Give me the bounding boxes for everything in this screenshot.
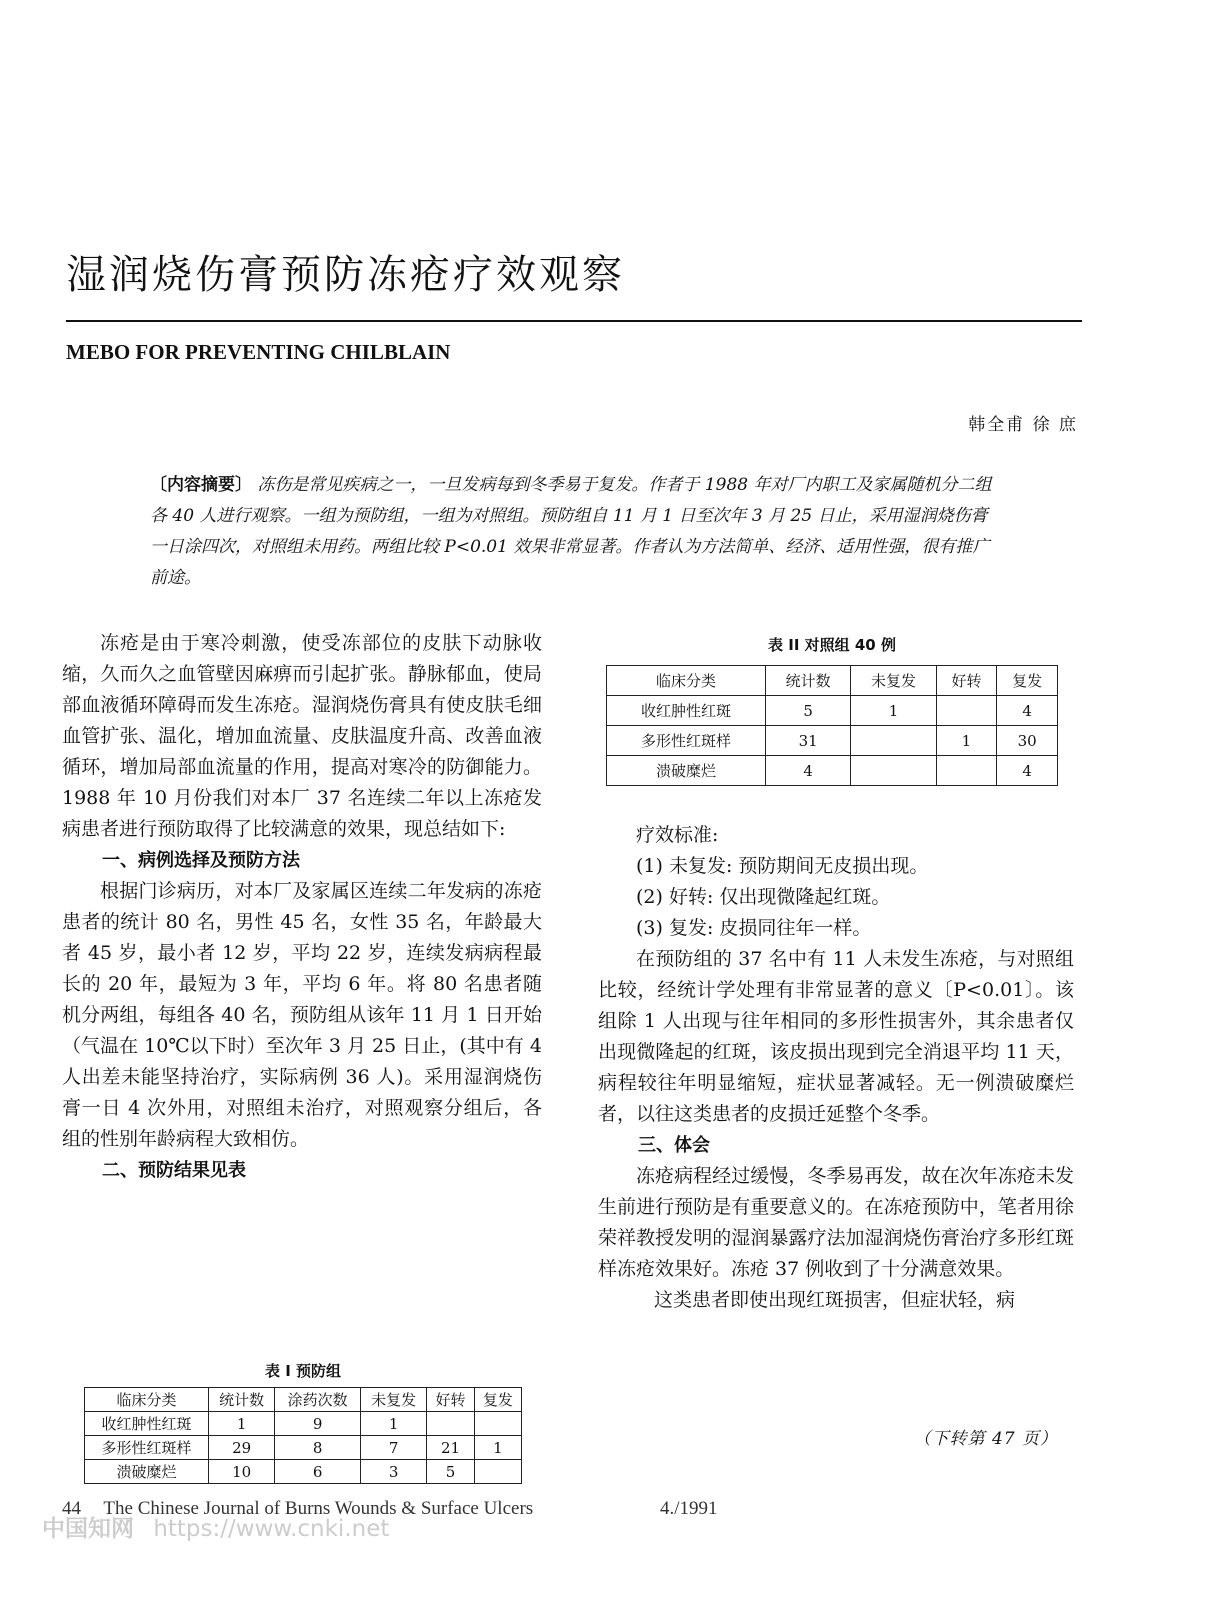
journal-name: The Chinese Journal of Burns Wounds & Surface Ulcers: [103, 1498, 534, 1519]
watermark-url: https://www.cnki.net: [153, 1516, 390, 1542]
authors: 韩全甫 徐 庶: [968, 415, 1078, 435]
results-paragraph: 在预防组的 37 名中有 11 人未发生冻疮，与对照组比较，经统计学处理有非常显著的意义〔P<0.01〕。该组除 1 人出现与往年相同的多形性损害外，其余患者仅出现微隆起的红斑，该皮损出现到完全消退平均 11 天，病程较往年明显缩短，症状显著减轻。无一例溃破糜烂者，以往这类患者的皮损迁延整个冬季。: [598, 948, 1074, 1125]
table-cell: 10: [208, 1460, 274, 1484]
table-1-caption: 表 I 预防组: [264, 1362, 342, 1380]
table-cell: 收红肿性红斑: [85, 1412, 209, 1436]
table-cell: 6: [275, 1460, 361, 1484]
table-header-cell: 未复发: [360, 1388, 426, 1412]
section-heading-1: 一、病例选择及预防方法: [102, 850, 300, 871]
table-row: [607, 696, 1058, 726]
left-column: [62, 628, 542, 1186]
table-cell: 7: [360, 1436, 426, 1460]
table-cell: 1: [936, 726, 997, 756]
table-1: [84, 1360, 522, 1484]
table-header-cell: 复发: [474, 1388, 521, 1412]
table-header-cell: 涂药次数: [275, 1388, 361, 1412]
methods-paragraph: 根据门诊病历，对本厂及家属区连续二年发病的冻疮患者的统计 80 名，男性 45 名，女性 35 名，年龄最大者 45 岁，最小者 12 岁，平均 22 岁，连续发病病程最长的 20 年，最短为 3 年，平均 6 年。将 80 名患者随机分两组，每组各 40 名，预防组从该年 11 月 1 日开始（气温在 10℃以下时）至次年 3 月 25 日止，(其中有 4 人出差未能坚持治疗，实际病例 36 人)。采用湿润烧伤膏一日 4 次外用，对照组未治疗，对照观察分组后，各组的性别年龄病程大致相仿。: [62, 880, 542, 1150]
table-header-cell: 未复发: [851, 666, 936, 696]
table-cell: [427, 1412, 474, 1436]
criteria-item: (2) 好转: 仅出现微隆起红斑。: [636, 886, 891, 908]
table-cell: 5: [766, 696, 851, 726]
table-header-cell: 好转: [936, 666, 997, 696]
watermark-cn: 中国知网: [42, 1516, 134, 1542]
table-cell: [474, 1412, 521, 1436]
table-cell: 1: [208, 1412, 274, 1436]
table-cell: 溃破糜烂: [85, 1460, 209, 1484]
table-header-cell: 复发: [997, 666, 1058, 696]
abstract-text: 冻伤是常见疾病之一，一旦发病每到冬季易于复发。作者于 1988 年对厂内职工及家属随机分二组各 40 人进行观察。一组为预防组，一组为对照组。预防组自 11 月 1 日至次年 3 月 25 日止，采用湿润烧伤膏一日涂四次，对照组未用药。两组比较 P<0.01 效果非常显著。作者认为方法简单、经济、适用性强，很有推广前途。: [150, 475, 992, 588]
closing-paragraph: 这类患者即使出现红斑损害，但症状轻，病: [654, 1289, 1016, 1311]
criteria-title: 疗效标准:: [636, 824, 719, 846]
discussion-paragraph: 冻疮病程经过缓慢，冬季易再发，故在次年冻疮未发生前进行预防是有重要意义的。在冻疮预防中，笔者用徐荣祥教授发明的湿润暴露疗法加湿润烧伤膏治疗多形红斑样冻疮效果好。冻疮 37 例收到了十分满意效果。: [598, 1165, 1074, 1280]
table-cell: 21: [427, 1436, 474, 1460]
table-cell: [474, 1460, 521, 1484]
table-header-cell: 统计数: [208, 1388, 274, 1412]
table-row: [607, 726, 1058, 756]
abstract-label: 〔内容摘要〕: [150, 475, 252, 495]
issue-date: 4./1991: [660, 1498, 718, 1519]
table-header-cell: 好转: [427, 1388, 474, 1412]
article-title: 湿润烧伤膏预防冻疮疗效观察: [66, 252, 625, 298]
table-header-row: [607, 666, 1058, 696]
table-cell: 4: [997, 756, 1058, 786]
right-column: [598, 820, 1074, 1316]
table-cell: 29: [208, 1436, 274, 1460]
table-cell: 1: [360, 1412, 426, 1436]
table-cell: 溃破糜烂: [607, 756, 766, 786]
continued-note: （下转第 47 页）: [913, 1429, 1058, 1449]
criteria-item: (3) 复发: 皮损同往年一样。: [636, 917, 872, 939]
table-cell: 多形性红斑样: [85, 1436, 209, 1460]
table-row: [85, 1412, 522, 1436]
table-2-grid: [606, 665, 1058, 786]
table-cell: 收红肿性红斑: [607, 696, 766, 726]
abstract: [150, 470, 1000, 594]
title-rule: [66, 320, 1082, 322]
intro-paragraph: 冻疮是由于寒冷刺激，使受冻部位的皮肤下动脉收缩，久而久之血管壁因麻痹而引起扩张。静脉郁血，使局部血液循环障碍而发生冻疮。湿润烧伤膏具有使皮肤毛细血管扩张、温化，增加血流量、皮肤温度升高、改善血液循环，增加局部血流量的作用，提高对寒冷的防御能力。1988 年 10 月份我们对本厂 37 名连续二年以上冻疮发病患者进行预防取得了比较满意的效果，现总结如下:: [62, 632, 542, 840]
page-number: 44: [62, 1498, 81, 1519]
table-cell: 31: [766, 726, 851, 756]
table-cell: 1: [851, 696, 936, 726]
table-cell: [851, 756, 936, 786]
criteria-item: (1) 未复发: 预防期间无皮损出现。: [636, 855, 929, 877]
table-cell: 9: [275, 1412, 361, 1436]
table-cell: 4: [997, 696, 1058, 726]
table-cell: 30: [997, 726, 1058, 756]
table-header-cell: 临床分类: [607, 666, 766, 696]
table-2-caption: 表 II 对照组 40 例: [768, 636, 896, 654]
table-cell: 4: [766, 756, 851, 786]
table-header-cell: 临床分类: [85, 1388, 209, 1412]
table-cell: 5: [427, 1460, 474, 1484]
english-title: MEBO FOR PREVENTING CHILBLAIN: [66, 340, 451, 364]
table-row: [85, 1436, 522, 1460]
table-cell: 多形性红斑样: [607, 726, 766, 756]
table-cell: [936, 696, 997, 726]
table-row: [607, 756, 1058, 786]
table-2: [606, 634, 1058, 786]
table-cell: 8: [275, 1436, 361, 1460]
section-heading-3: 三、体会: [638, 1135, 710, 1156]
table-header-cell: 统计数: [766, 666, 851, 696]
cnki-watermark: [42, 1510, 389, 1543]
table-row: [85, 1460, 522, 1484]
table-1-grid: [84, 1387, 522, 1484]
table-cell: 3: [360, 1460, 426, 1484]
table-header-row: [85, 1388, 522, 1412]
table-cell: [851, 726, 936, 756]
section-heading-2: 二、预防结果见表: [102, 1160, 246, 1181]
table-cell: 1: [474, 1436, 521, 1460]
table-cell: [936, 756, 997, 786]
